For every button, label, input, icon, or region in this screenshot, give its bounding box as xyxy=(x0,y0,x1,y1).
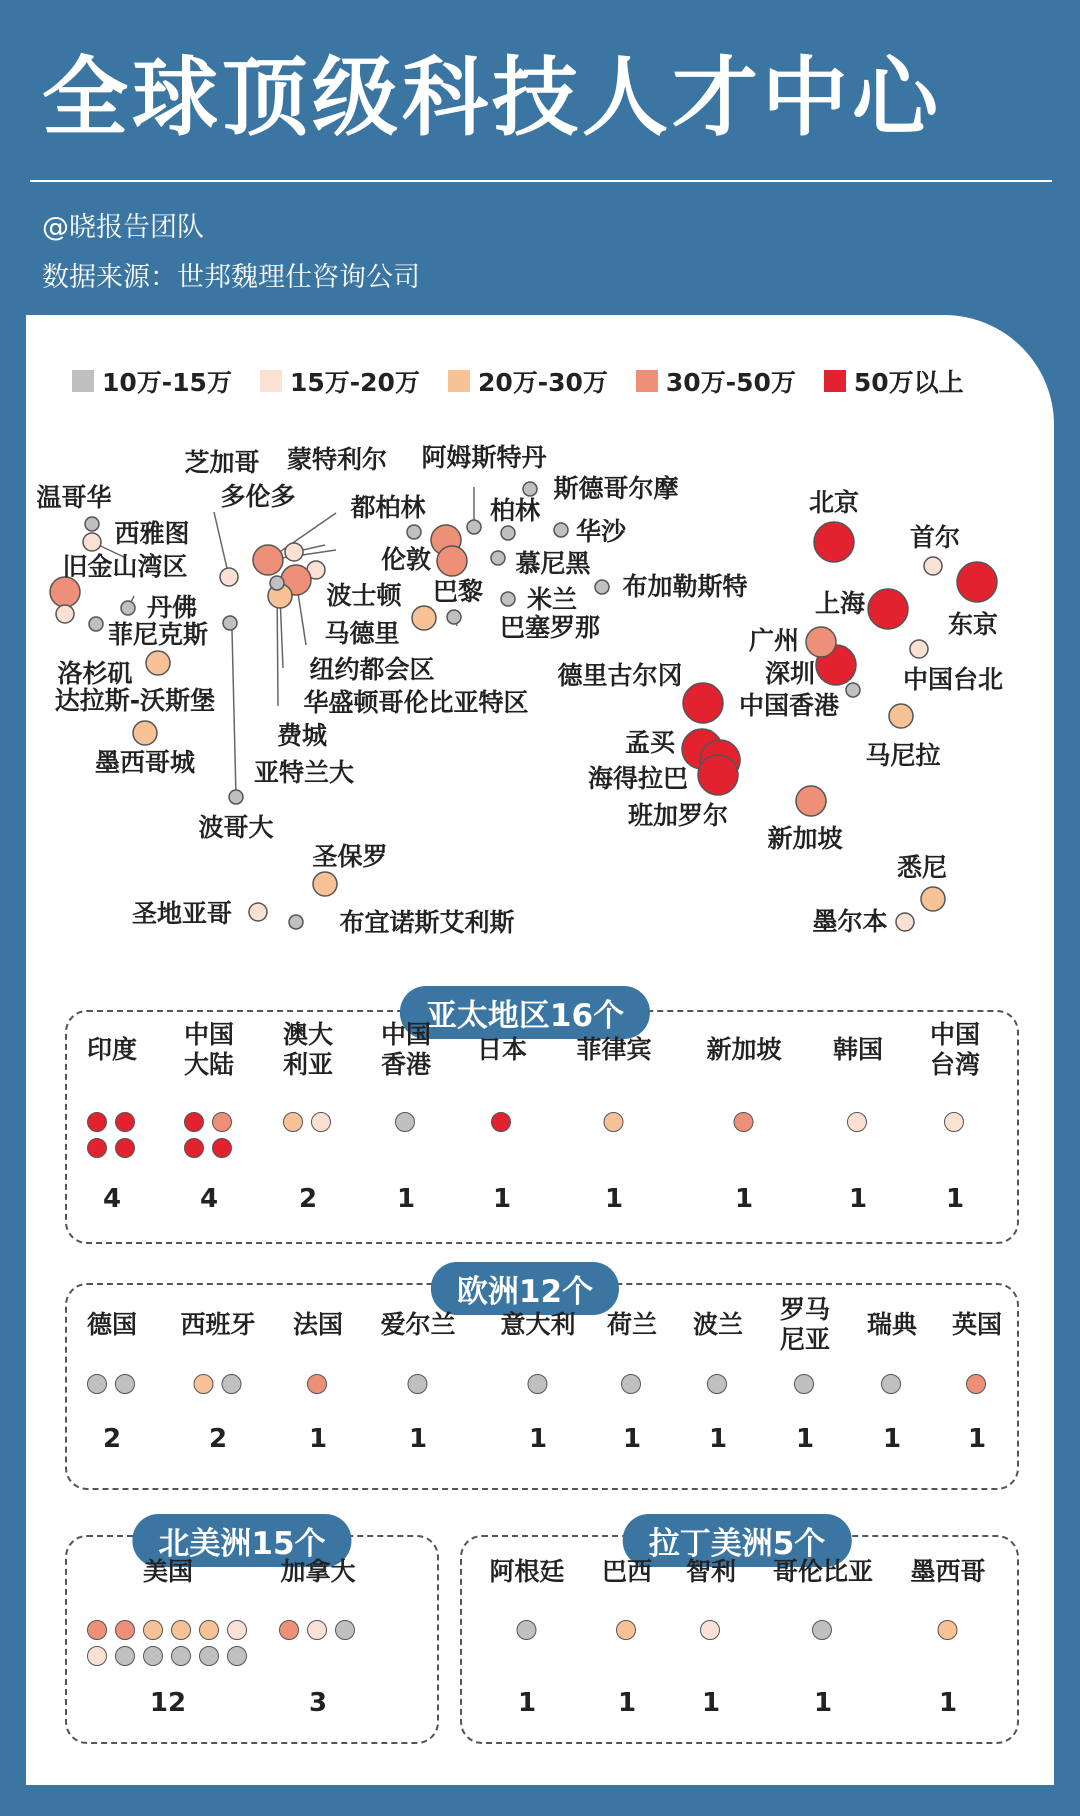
country-count: 1 xyxy=(967,1424,987,1454)
city-point xyxy=(921,887,945,911)
city-point xyxy=(501,526,515,540)
legend-label: 30万-50万 xyxy=(665,368,796,397)
city-label: 中国台北 xyxy=(902,665,1004,694)
country-name: 巴西 xyxy=(601,1557,653,1586)
city-label: 丹佛 xyxy=(146,593,198,622)
country-name: 中国 大陆 xyxy=(183,1020,235,1079)
city-point xyxy=(253,545,283,575)
city-label: 巴塞罗那 xyxy=(499,613,601,642)
legend-label: 20万-30万 xyxy=(477,368,608,397)
city-dot xyxy=(616,1620,636,1640)
country-column xyxy=(576,1020,651,1132)
city-label: 中国香港 xyxy=(738,691,840,720)
country-name: 中国 香港 xyxy=(380,1020,432,1079)
country-column xyxy=(693,1295,743,1394)
country-column xyxy=(380,1295,455,1394)
country-dots xyxy=(489,1620,564,1640)
country-dots xyxy=(279,1620,357,1640)
country-name: 波兰 xyxy=(692,1310,744,1339)
country-dots xyxy=(477,1112,527,1132)
city-point xyxy=(83,533,101,551)
city-dot xyxy=(184,1112,204,1132)
country-name: 阿根廷 xyxy=(489,1557,565,1586)
country-count: 1 xyxy=(492,1184,512,1214)
city-point xyxy=(523,482,537,496)
city-label: 阿姆斯特丹 xyxy=(421,443,547,472)
city-label: 温哥华 xyxy=(36,483,112,512)
city-dot xyxy=(212,1138,232,1158)
city-point xyxy=(814,522,854,562)
city-label: 西雅图 xyxy=(114,519,190,548)
country-name: 韩国 xyxy=(832,1035,884,1064)
city-dot xyxy=(115,1138,135,1158)
country-count: 4 xyxy=(102,1184,122,1214)
country-dots xyxy=(773,1620,873,1640)
city-point xyxy=(407,525,421,539)
city-dot xyxy=(395,1112,415,1132)
country-column xyxy=(833,1020,883,1132)
city-dot xyxy=(707,1374,727,1394)
city-label: 新加坡 xyxy=(767,824,843,853)
country-count: 1 xyxy=(408,1424,428,1454)
city-dot xyxy=(966,1374,986,1394)
city-label: 墨尔本 xyxy=(812,907,888,936)
country-name: 西班牙 xyxy=(180,1310,256,1339)
city-dot xyxy=(603,1112,623,1132)
country-count: 1 xyxy=(708,1424,728,1454)
country-dots xyxy=(381,1112,431,1132)
country-count: 1 xyxy=(517,1688,537,1718)
country-dots xyxy=(184,1112,234,1158)
city-dot xyxy=(87,1620,107,1640)
city-point xyxy=(89,617,103,631)
city-point xyxy=(595,580,609,594)
country-count: 1 xyxy=(848,1184,868,1214)
country-dots xyxy=(87,1620,249,1666)
country-count: 2 xyxy=(102,1424,122,1454)
city-point xyxy=(846,683,860,697)
city-dot xyxy=(227,1646,247,1666)
country-name: 新加坡 xyxy=(706,1035,782,1064)
city-label: 米兰 xyxy=(526,585,578,614)
city-dot xyxy=(279,1620,299,1640)
city-point xyxy=(491,551,505,565)
city-point xyxy=(683,683,723,723)
country-dots xyxy=(952,1374,1002,1394)
country-count: 1 xyxy=(701,1688,721,1718)
city-dot xyxy=(794,1374,814,1394)
country-name: 澳大 利亚 xyxy=(282,1020,334,1079)
country-count: 1 xyxy=(604,1184,624,1214)
city-label: 斯德哥尔摩 xyxy=(553,474,679,503)
city-dot xyxy=(87,1138,107,1158)
city-dot xyxy=(881,1374,901,1394)
city-dot xyxy=(516,1620,536,1640)
country-count: 1 xyxy=(622,1424,642,1454)
city-label: 马德里 xyxy=(324,619,400,648)
city-point xyxy=(896,913,914,931)
country-dots xyxy=(607,1374,657,1394)
city-label: 旧金山湾区 xyxy=(62,552,188,581)
region-title: 拉丁美洲5个 xyxy=(623,1514,852,1567)
country-count: 1 xyxy=(396,1184,416,1214)
country-dots xyxy=(930,1112,980,1132)
city-label: 德里古尔冈 xyxy=(557,661,683,690)
country-dots xyxy=(693,1374,743,1394)
city-dot xyxy=(335,1620,355,1640)
country-name: 菲律宾 xyxy=(576,1035,652,1064)
city-point xyxy=(868,589,908,629)
city-point xyxy=(285,543,303,561)
city-dot xyxy=(87,1374,107,1394)
country-count: 2 xyxy=(298,1184,318,1214)
city-dot xyxy=(193,1374,213,1394)
city-dot xyxy=(143,1646,163,1666)
country-name: 中国 台湾 xyxy=(929,1020,981,1079)
country-column xyxy=(686,1542,736,1640)
city-point xyxy=(220,568,238,586)
city-dot xyxy=(143,1620,163,1640)
city-dot xyxy=(311,1112,331,1132)
country-column xyxy=(180,1295,255,1394)
country-dots xyxy=(686,1620,736,1640)
city-dot xyxy=(171,1620,191,1640)
city-label: 孟买 xyxy=(624,728,676,757)
city-label: 芝加哥 xyxy=(184,448,260,477)
country-dots xyxy=(87,1112,137,1158)
country-count: 1 xyxy=(795,1424,815,1454)
city-label: 海得拉巴 xyxy=(587,764,689,793)
country-column xyxy=(477,1020,527,1132)
city-label: 班加罗尔 xyxy=(627,801,729,830)
country-name: 法国 xyxy=(292,1310,344,1339)
legend-label: 50万以上 xyxy=(853,368,964,397)
city-dot xyxy=(937,1620,957,1640)
city-dot xyxy=(944,1112,964,1132)
city-dot xyxy=(115,1620,135,1640)
city-dot xyxy=(212,1112,232,1132)
city-dot xyxy=(812,1620,832,1640)
city-label: 马尼拉 xyxy=(865,741,941,770)
country-dots xyxy=(833,1112,883,1132)
city-dot xyxy=(221,1374,241,1394)
city-point xyxy=(412,606,436,630)
city-label: 圣保罗 xyxy=(312,842,388,871)
region-title: 亚太地区16个 xyxy=(400,986,650,1039)
country-column xyxy=(930,1020,980,1132)
city-point xyxy=(229,790,243,804)
city-dot xyxy=(700,1620,720,1640)
city-label: 多伦多 xyxy=(220,482,296,511)
country-dots xyxy=(180,1374,255,1394)
city-point xyxy=(501,592,515,606)
country-column xyxy=(867,1295,917,1394)
city-dot xyxy=(184,1138,204,1158)
page-title: 全球顶级科技人才中心 xyxy=(42,48,942,148)
country-name: 意大利 xyxy=(500,1310,576,1339)
country-dots xyxy=(293,1374,343,1394)
city-label: 墨西哥城 xyxy=(94,748,196,777)
country-name: 日本 xyxy=(476,1035,528,1064)
country-dots xyxy=(706,1112,781,1132)
city-point xyxy=(133,721,157,745)
city-label: 洛杉矶 xyxy=(57,659,133,688)
country-column xyxy=(910,1542,985,1640)
city-dot xyxy=(171,1646,191,1666)
city-label: 波士顿 xyxy=(326,581,402,610)
city-point xyxy=(223,616,237,630)
country-column xyxy=(293,1295,343,1394)
city-point xyxy=(447,610,461,624)
city-point xyxy=(889,704,913,728)
country-column xyxy=(87,1020,137,1158)
city-point xyxy=(796,786,826,816)
city-point xyxy=(924,557,942,575)
city-point xyxy=(56,605,74,623)
country-column xyxy=(607,1295,657,1394)
country-count: 1 xyxy=(308,1424,328,1454)
country-column xyxy=(283,1020,333,1132)
legend-label: 15万-20万 xyxy=(289,368,420,397)
city-dot xyxy=(115,1112,135,1132)
city-dot xyxy=(307,1620,327,1640)
city-label: 布宜诺斯艾利斯 xyxy=(339,908,515,937)
city-point xyxy=(85,517,99,531)
city-dot xyxy=(199,1646,219,1666)
city-dot xyxy=(199,1620,219,1640)
city-point xyxy=(289,915,303,929)
city-label: 圣地亚哥 xyxy=(131,899,233,928)
country-dots xyxy=(602,1620,652,1640)
country-name: 加拿大 xyxy=(280,1557,356,1586)
country-count: 12 xyxy=(149,1688,187,1718)
country-count: 3 xyxy=(308,1688,328,1718)
city-label: 首尔 xyxy=(909,523,961,552)
city-label: 华盛顿哥伦比亚特区 xyxy=(303,688,529,717)
country-dots xyxy=(500,1374,575,1394)
country-name: 英国 xyxy=(951,1310,1003,1339)
country-name: 荷兰 xyxy=(606,1310,658,1339)
city-label: 亚特兰大 xyxy=(253,758,355,787)
city-point xyxy=(270,576,284,590)
country-column xyxy=(489,1542,564,1640)
source-text: 数据来源：世邦魏理仕咨询公司 xyxy=(42,262,420,293)
city-label: 费城 xyxy=(276,721,328,750)
city-point xyxy=(146,651,170,675)
country-column xyxy=(780,1295,830,1394)
country-dots xyxy=(867,1374,917,1394)
country-name: 墨西哥 xyxy=(910,1557,986,1586)
country-column xyxy=(773,1542,873,1640)
city-dot xyxy=(527,1374,547,1394)
city-point xyxy=(806,627,836,657)
city-point xyxy=(957,562,997,602)
city-label: 慕尼黑 xyxy=(515,549,591,578)
country-name: 智利 xyxy=(685,1557,737,1586)
city-point xyxy=(467,520,481,534)
city-label: 北京 xyxy=(808,488,860,517)
country-column xyxy=(87,1295,137,1394)
city-label: 都柏林 xyxy=(350,493,426,522)
country-count: 1 xyxy=(617,1688,637,1718)
country-dots xyxy=(576,1112,651,1132)
country-column xyxy=(602,1542,652,1640)
country-count: 1 xyxy=(734,1184,754,1214)
city-label: 广州 xyxy=(748,626,800,655)
country-name: 罗马 尼亚 xyxy=(779,1295,831,1354)
city-dot xyxy=(407,1374,427,1394)
city-label: 上海 xyxy=(814,589,866,618)
country-name: 印度 xyxy=(86,1035,138,1064)
city-dot xyxy=(491,1112,511,1132)
region-title: 欧洲12个 xyxy=(431,1262,619,1315)
country-count: 1 xyxy=(882,1424,902,1454)
city-label: 达拉斯-沃斯堡 xyxy=(54,686,216,715)
country-count: 1 xyxy=(813,1688,833,1718)
city-dot xyxy=(307,1374,327,1394)
author-text: @晓报告团队 xyxy=(42,212,204,243)
city-label: 华沙 xyxy=(575,517,627,546)
city-dot xyxy=(283,1112,303,1132)
city-label: 波哥大 xyxy=(198,813,274,842)
country-column xyxy=(952,1295,1002,1394)
country-column xyxy=(279,1542,357,1640)
country-count: 1 xyxy=(938,1688,958,1718)
city-label: 布加勒斯特 xyxy=(622,572,748,601)
city-label: 菲尼克斯 xyxy=(107,620,209,649)
leader-line xyxy=(232,630,236,797)
country-name: 美国 xyxy=(142,1557,193,1586)
country-count: 4 xyxy=(199,1184,219,1214)
city-point xyxy=(313,872,337,896)
city-label: 柏林 xyxy=(489,496,541,525)
city-label: 蒙特利尔 xyxy=(286,445,388,474)
city-dot xyxy=(87,1646,107,1666)
city-point xyxy=(910,640,928,658)
country-count: 1 xyxy=(528,1424,548,1454)
country-column xyxy=(500,1295,575,1394)
country-dots xyxy=(380,1374,455,1394)
country-column xyxy=(706,1020,781,1132)
city-dot xyxy=(621,1374,641,1394)
country-dots xyxy=(283,1112,333,1132)
city-label: 巴黎 xyxy=(432,577,484,606)
region-title: 北美洲15个 xyxy=(132,1514,351,1567)
country-dots xyxy=(87,1374,137,1394)
country-column xyxy=(381,1020,431,1132)
city-label: 东京 xyxy=(947,610,999,639)
city-dot xyxy=(115,1646,135,1666)
city-dot xyxy=(227,1620,247,1640)
city-point xyxy=(50,577,80,607)
country-name: 爱尔兰 xyxy=(380,1310,456,1339)
country-dots xyxy=(780,1374,830,1394)
city-point xyxy=(437,546,467,576)
country-count: 2 xyxy=(208,1424,228,1454)
legend-label: 10万-15万 xyxy=(102,368,232,397)
city-label: 深圳 xyxy=(764,659,816,688)
country-column xyxy=(184,1020,234,1158)
city-dot xyxy=(115,1374,135,1394)
country-name: 哥伦比亚 xyxy=(772,1557,874,1586)
city-label: 纽约都会区 xyxy=(309,655,435,684)
city-label: 伦敦 xyxy=(380,545,432,574)
city-point xyxy=(121,601,135,615)
country-column xyxy=(87,1542,249,1666)
city-dot xyxy=(87,1112,107,1132)
city-dot xyxy=(733,1112,753,1132)
country-name: 瑞典 xyxy=(866,1310,918,1339)
country-name: 德国 xyxy=(86,1310,138,1339)
city-point xyxy=(249,903,267,921)
country-count: 1 xyxy=(945,1184,965,1214)
city-point xyxy=(698,755,738,795)
country-dots xyxy=(910,1620,985,1640)
city-point xyxy=(554,523,568,537)
leader-line xyxy=(214,512,229,577)
city-label: 悉尼 xyxy=(896,853,948,882)
city-dot xyxy=(847,1112,867,1132)
